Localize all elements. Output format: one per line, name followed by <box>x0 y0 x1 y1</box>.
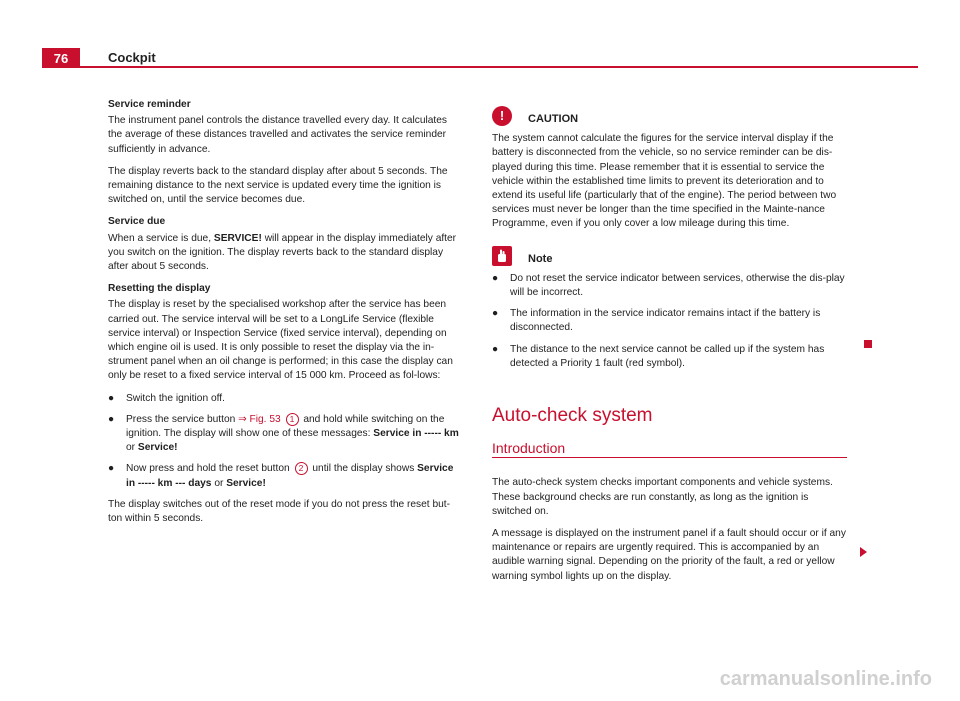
list-item <box>108 462 462 490</box>
bullet-icon: ● <box>108 463 115 475</box>
watermark: carmanualsonline.info <box>719 668 932 690</box>
note-hand-icon <box>492 246 512 266</box>
left-column <box>108 98 462 534</box>
paragraph <box>108 232 462 275</box>
list-item-text: Do not reset the service indicator between services, otherwise the dis-play will be incorrect. <box>510 272 845 299</box>
paragraph: The instrument panel controls the distance travelled every day. It calculates the average of these distances travelled and activates the service reminder sufficiently in advance. <box>108 115 448 155</box>
service-due-heading: Service due <box>108 216 166 228</box>
text-run: and hold while switching on the ignition. The display will show one of these messages: <box>126 413 445 440</box>
text-run: or <box>214 477 224 489</box>
text-run: or <box>126 442 136 454</box>
list-item <box>492 272 847 300</box>
service-message: SERVICE! <box>213 232 262 244</box>
list-item-text <box>126 413 462 456</box>
bullet-icon: ● <box>492 272 499 284</box>
text-run: until the display shows <box>312 463 415 475</box>
section-title: Cockpit <box>108 50 156 65</box>
paragraph: The auto-check system checks important components and vehicle systems. These background checks are run constantly, as long as the ignition is switched on. <box>492 477 833 517</box>
text-run: Now press and hold the reset button <box>126 463 290 475</box>
note-title: Note <box>528 252 553 265</box>
text-run: When a service is due, <box>108 232 212 244</box>
callout-number-icon: 2 <box>295 462 308 475</box>
continue-arrow-icon <box>860 547 867 557</box>
text-run: Press the service button <box>126 413 236 425</box>
callout-number-icon: 1 <box>286 413 299 426</box>
display-message: Service in ----- km <box>373 428 459 440</box>
paragraph: The display reverts back to the standard display after about 5 seconds. The remaining distance to the next service is updated every time the ignition is switched on, until the service becomes due. <box>108 165 448 206</box>
list-item <box>108 392 462 406</box>
bullet-icon: ● <box>492 343 499 355</box>
bullet-icon: ● <box>108 392 115 404</box>
figure-link[interactable]: ⇒ Fig. 53 <box>238 413 281 425</box>
list-item-text: The information in the service indicator remains intact if the battery is disconnected. <box>510 308 821 334</box>
list-item-text: Switch the ignition off. <box>126 392 225 404</box>
service-reminder-heading: Service reminder <box>108 99 191 110</box>
caution-text: The system cannot calculate the figures for the service interval display if the battery is disconnected from the vehicle, so no service reminder can be dis-played during this time. Please remember that it is essential to service the vehicle within the established time limits to prevent its deterioration and to extend its useful life (particularly that of the engine). The period between two services must never be longer than the time specified in the Mainte-nance Programme, even if you only cover a low mileage during this time. <box>492 133 837 230</box>
chapter-title: Auto-check system <box>492 405 653 427</box>
bullet-icon: ● <box>492 308 499 320</box>
right-column <box>492 106 847 592</box>
note-heading <box>492 246 847 266</box>
caution-heading <box>492 106 847 126</box>
list-item <box>492 343 847 371</box>
caution-title: CAUTION <box>528 113 579 125</box>
resetting-heading: Resetting the display <box>108 283 211 295</box>
header-rule <box>42 66 918 68</box>
list-item <box>492 307 847 335</box>
bullet-icon: ● <box>108 413 115 425</box>
display-message: Service! <box>226 477 266 489</box>
list-item <box>108 413 462 456</box>
page-number: 76 <box>42 48 80 68</box>
paragraph: A message is displayed on the instrument panel if a fault should occur or if any maintenance or repairs are urgently required. This is accompanied by an audible warning signal. Depending on the priority of the fault, a red or yellow warning symbol lights up on the display. <box>492 528 846 582</box>
paragraph: The display switches out of the reset mode if you do not press the reset but-ton within 5 seconds. <box>108 498 451 525</box>
caution-icon: ! <box>492 106 512 126</box>
display-message: Service in ----- km --- days <box>126 463 454 489</box>
list-item-text: The distance to the next service cannot be called up if the system has detected a Priority 1 fault (red symbol). <box>510 343 825 369</box>
paragraph: The display is reset by the specialised workshop after the service has been carried out. The service interval will be set to a LongLife Service (flexible service interval) or Inspection Service (fixed service interval), depending on which engine oil is used. It is only possible to reset the display via the in-strument panel when an oil change is performed; in this case the display can only be reset to a fixed service interval of 15 000 km. Proceed as fol-lows: <box>108 299 453 382</box>
section-end-icon <box>864 340 872 348</box>
list-item-text <box>126 462 462 490</box>
display-message: Service! <box>137 442 178 454</box>
text-run: will appear in the display immediately after you switch on the ignition. The display reverts back to the standard display after about 5 seconds. <box>108 232 457 273</box>
subsection-title: Introduction <box>492 441 847 458</box>
